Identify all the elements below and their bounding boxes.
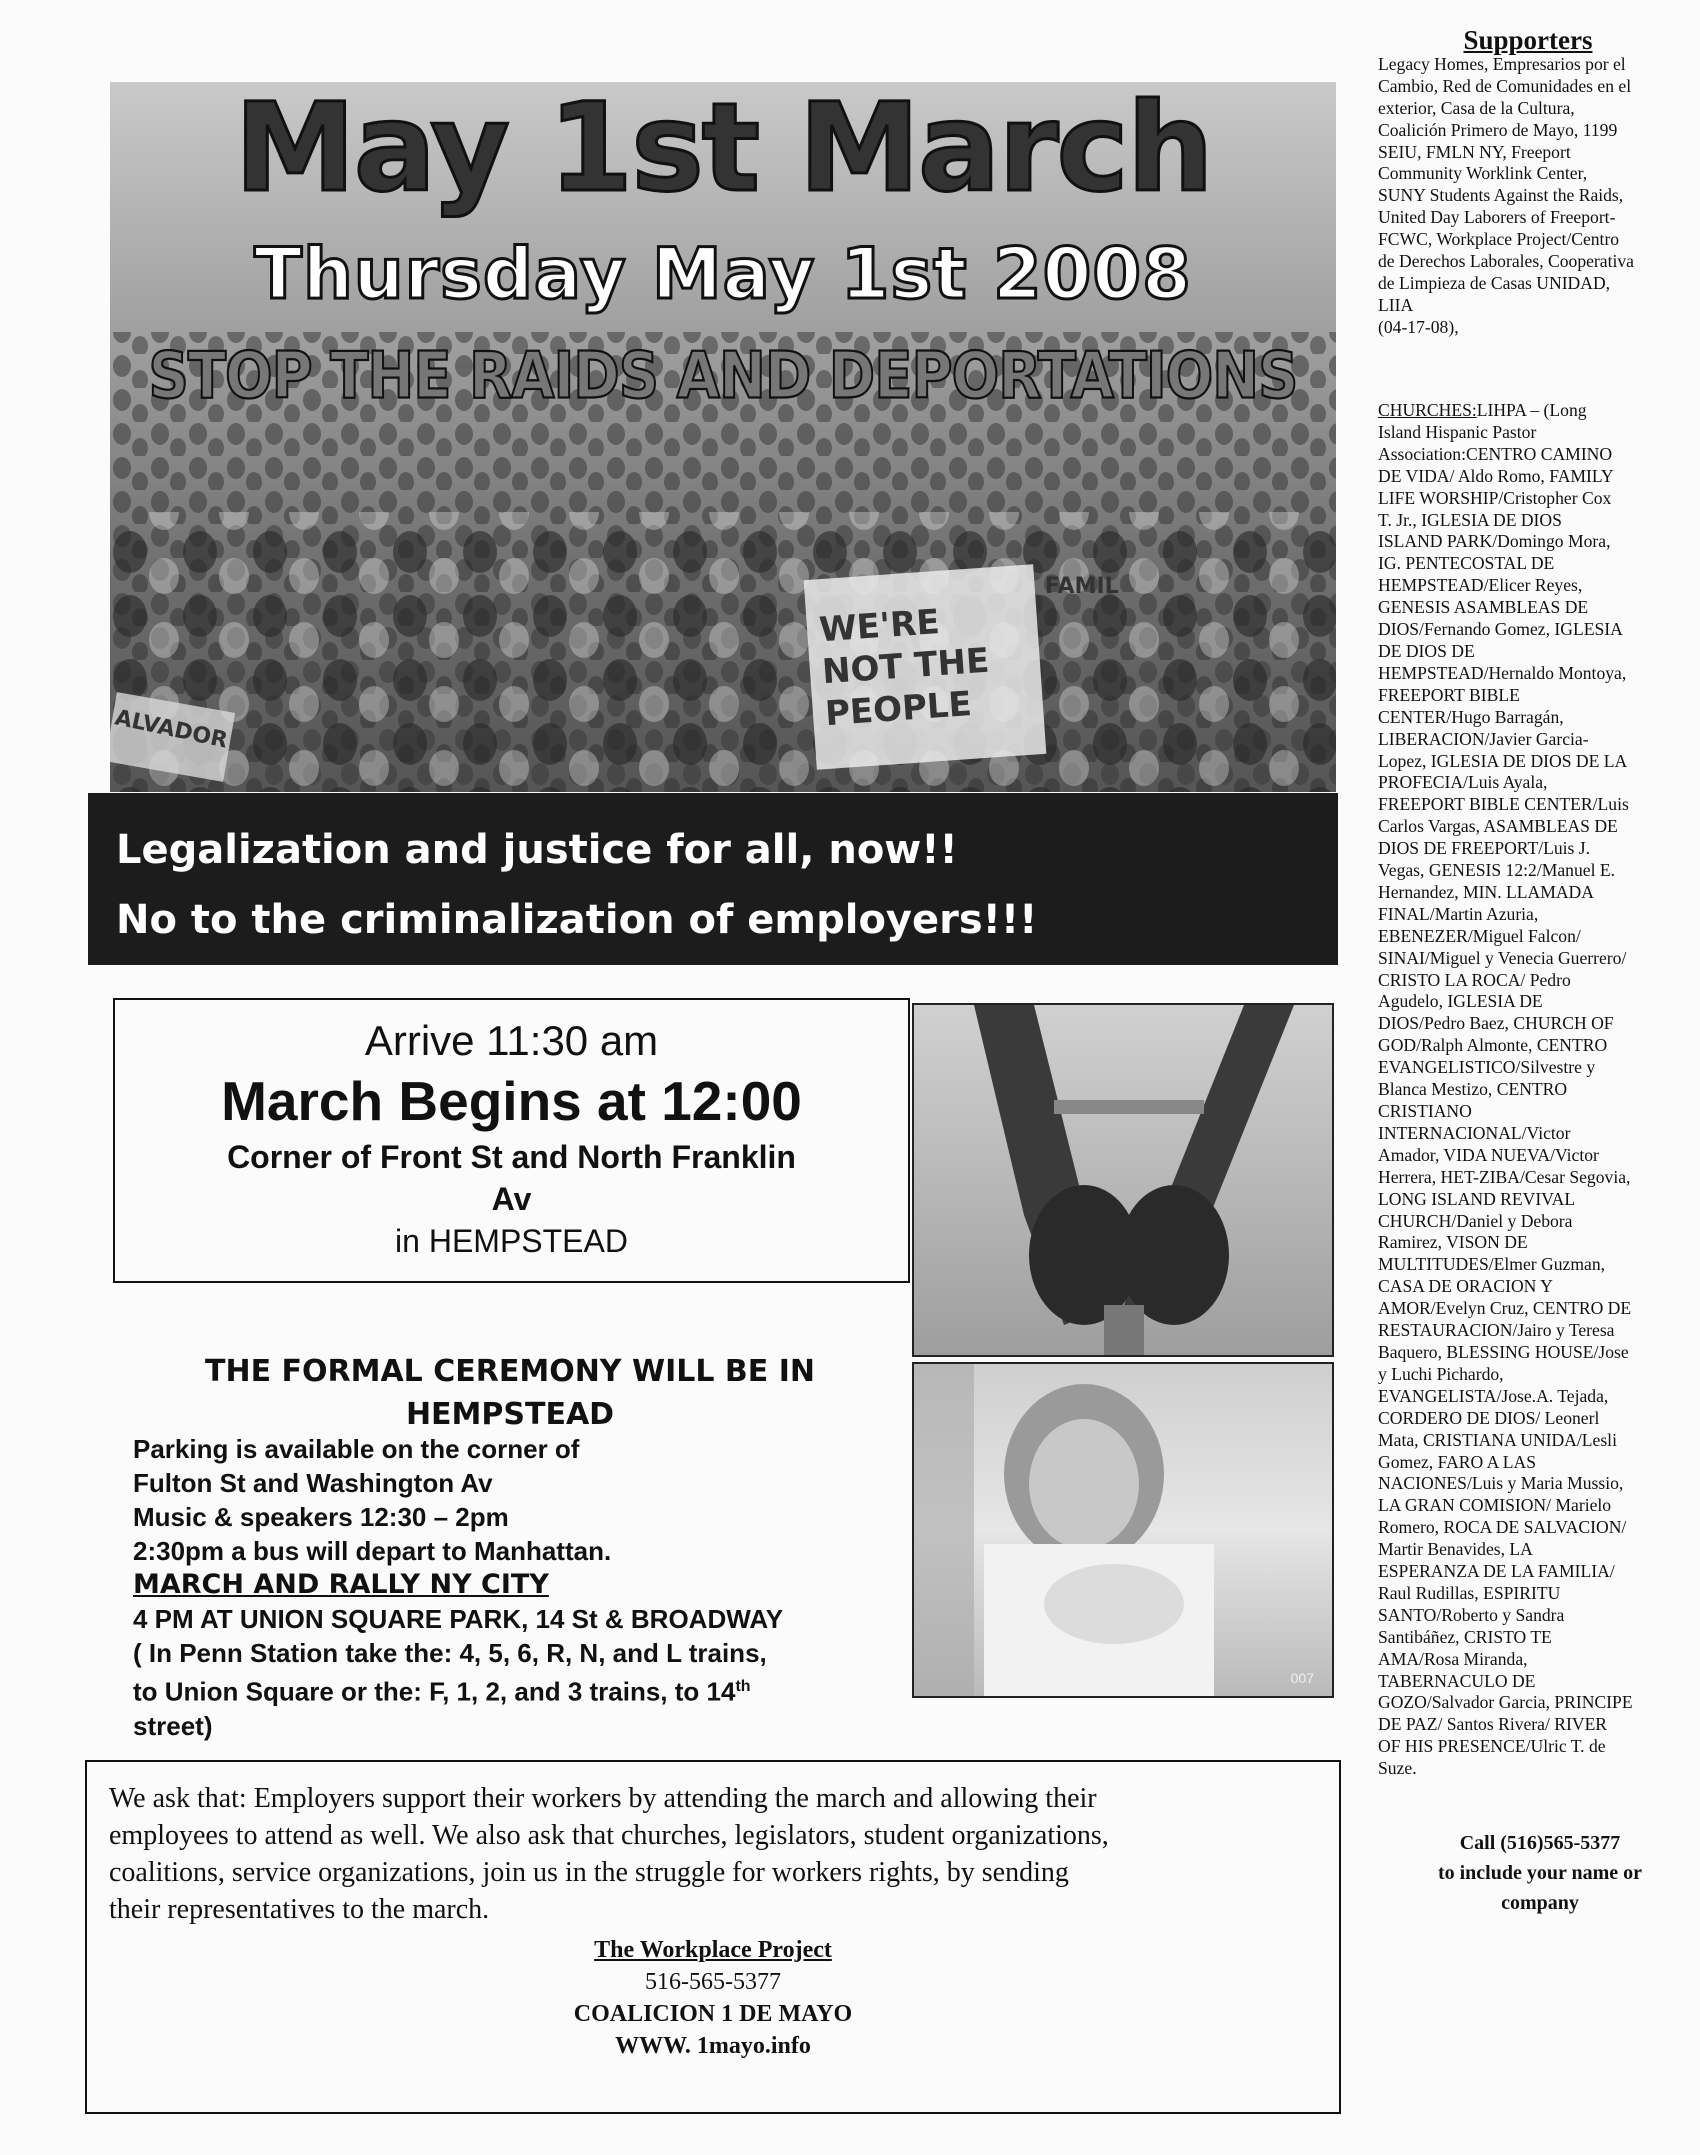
march-town: in HEMPSTEAD (395, 1223, 628, 1259)
nyc-line: 4 PM AT UNION SQUARE PARK, 14 St & BROADWAY (133, 1604, 784, 1634)
supporter-line: Cambio, Red de Comunidades en el (1378, 75, 1632, 96)
church-line: Blanca Mestizo, CENTRO (1378, 1079, 1568, 1100)
supporters-title: Supporters (1463, 25, 1593, 55)
appeal-line: We ask that: Employers support their workers by attending the march and allowing their (109, 1783, 1097, 1814)
demand-line-2: No to the criminalization of employers!!! (116, 897, 1038, 943)
call-to-join (1390, 1828, 1690, 1918)
church-line: Martir Benavides, LA (1378, 1539, 1533, 1560)
supporter-line: Legacy Homes, Empresarios por el (1378, 53, 1626, 74)
protest-sign-text-2: FAMIL (1045, 574, 1119, 599)
church-line: GOZO/Salvador Garcia, PRINCIPE (1378, 1692, 1633, 1713)
nyc-line-text: to Union Square or the: F, 1, 2, and 3 trains, to 14 (133, 1676, 736, 1707)
church-line: CORDERO DE DIOS/ Leonerl (1378, 1407, 1600, 1428)
church-line: Association:CENTRO CAMINO (1378, 443, 1613, 464)
church-line: DE PAZ/ Santos Rivera/ RIVER (1378, 1714, 1608, 1735)
church-line: Agudelo, IGLESIA DE (1378, 991, 1543, 1012)
church-line: AMA/Rosa Miranda, (1378, 1648, 1528, 1669)
protest-sign-text: WE'RE NOT THE PEOPLE (817, 602, 991, 735)
flyer-title: May 1st March (234, 82, 1212, 219)
ceremony-title-1: THE FORMAL CEREMONY WILL BE IN (205, 1354, 815, 1389)
supporter-line: SEIU, FMLN NY, Freeport (1378, 141, 1571, 162)
detail-line: Fulton St and Washington Av (133, 1468, 493, 1498)
church-line: Vegas, GENESIS 12:2/Manuel E. (1378, 860, 1615, 881)
church-line: DE VIDA/ Aldo Romo, FAMILY (1378, 465, 1614, 486)
church-line: CRISTIANO (1378, 1101, 1472, 1121)
church-line: CENTER/Hugo Barragán, (1378, 706, 1564, 727)
march-location-av: Av (491, 1181, 532, 1217)
church-line: DIOS/Fernando Gomez, IGLESIA (1378, 619, 1623, 640)
church-line: Mata, CRISTIANA UNIDA/Lesli (1378, 1429, 1617, 1450)
church-line: EVANGELISTICO/Silvestre y (1378, 1057, 1596, 1078)
detail-line: 2:30pm a bus will depart to Manhattan. (133, 1536, 612, 1566)
church-line: HEMPSTEAD/Elicer Reyes, (1378, 575, 1583, 596)
church-line: OF HIS PRESENCE/Ulric T. de (1378, 1736, 1606, 1757)
church-line: LONG ISLAND REVIVAL (1378, 1188, 1576, 1209)
nyc-line-sup: th (735, 1678, 751, 1695)
photo-timestamp: 007 (1290, 1670, 1314, 1686)
church-line: MULTITUDES/Elmer Guzman, (1378, 1254, 1606, 1275)
church-line: FINAL/Martin Azuria, (1378, 903, 1539, 924)
supporter-line: de Derechos Laborales, Cooperativa (1378, 251, 1634, 272)
church-line: CRISTO LA ROCA/ Pedro (1378, 969, 1571, 990)
supporter-line: FCWC, Workplace Project/Centro (1378, 229, 1620, 250)
hero-photo (110, 82, 1336, 792)
supporter-line: LIIA (1378, 294, 1414, 315)
church-line: Amador, VIDA NUEVA/Victor (1378, 1144, 1599, 1165)
church-line: Santibáñez, CRISTO TE (1378, 1626, 1552, 1647)
churches-first-text: LIHPA – (Long (1476, 400, 1587, 420)
supporter-line: exterior, Casa de la Cultura, (1378, 97, 1575, 118)
appeal-line: employees to attend as well. We also ask that churches, legislators, student organizations, (109, 1820, 1109, 1851)
supporter-line: SUNY Students Against the Raids, (1378, 185, 1624, 206)
church-line: DIOS DE FREEPORT/Luis J. (1378, 838, 1591, 859)
church-line: ISLAND PARK/Domingo Mora, (1378, 531, 1611, 552)
church-line: HEMPSTEAD/Hernaldo Montoya, (1378, 662, 1627, 683)
church-line: DIOS/Pedro Baez, CHURCH OF (1378, 1013, 1614, 1034)
handcuffed-hands-photo (912, 1003, 1334, 1357)
supporter-line: (04-17-08), (1378, 316, 1459, 337)
handcuffs-image (914, 1005, 1332, 1355)
coalition-name: COALICION 1 DE MAYO (573, 2001, 853, 2027)
supporter-line: United Day Laborers of Freeport- (1378, 207, 1616, 228)
church-line: INTERNACIONAL/Victor (1378, 1122, 1571, 1143)
ceremony-title-2: HEMPSTEAD (405, 1397, 615, 1432)
church-line: IG. PENTECOSTAL DE (1378, 553, 1555, 574)
church-lines (1378, 422, 1678, 1780)
church-line: Romero, ROCA DE SALVACION/ (1378, 1517, 1627, 1538)
church-line: ESPERANZA DE LA FAMILIA/ (1378, 1561, 1615, 1582)
church-line: EVANGELISTA/Jose.A. Tejada, (1378, 1385, 1609, 1406)
church-line: y Luchi Pichardo, (1378, 1363, 1504, 1384)
church-line: Ramirez, VISON DE (1378, 1232, 1528, 1253)
supporter-line: de Limpieza de Casas UNIDAD, (1378, 272, 1611, 293)
church-line: Lopez, IGLESIA DE DIOS DE LA (1378, 750, 1628, 771)
supporter-line: Coalición Primero de Mayo, 1199 (1378, 119, 1618, 140)
church-line: CASA DE ORACION Y (1378, 1276, 1553, 1297)
church-line: Hernandez, MIN. LLAMADA (1378, 881, 1594, 902)
slogan: STOP THE RAIDS AND DEPORTATIONS (148, 339, 1298, 414)
organizer-name: The Workplace Project (594, 1937, 832, 1963)
church-line: FREEPORT BIBLE (1378, 684, 1520, 705)
nyc-heading: MARCH AND RALLY NY CITY (133, 1569, 549, 1600)
march-date: Thursday May 1st 2008 (254, 233, 1192, 315)
event-details (133, 1432, 903, 1743)
detail-line: Parking is available on the corner of (133, 1434, 580, 1464)
march-location: Corner of Front St and North Franklin (227, 1139, 796, 1175)
church-line: PROFECIA/Luis Ayala, (1378, 772, 1548, 793)
demands-banner (88, 793, 1338, 965)
appeal-box (85, 1760, 1341, 2114)
church-line: EBENEZER/Miguel Falcon/ (1378, 925, 1581, 946)
nyc-line: ( In Penn Station take the: 4, 5, 6, R, N, and L trains, (133, 1638, 767, 1668)
church-line: Carlos Vargas, ASAMBLEAS DE (1378, 816, 1618, 837)
schedule-box (113, 998, 910, 1283)
nyc-line: street) (133, 1710, 213, 1741)
church-line: Baquero, BLESSING HOUSE/Jose (1378, 1341, 1629, 1362)
church-line: LIFE WORSHIP/Cristopher Cox (1378, 487, 1612, 508)
church-line: NACIONES/Luis y Maria Mussio, (1378, 1473, 1624, 1494)
demand-line-1: Legalization and justice for all, now!! (116, 827, 958, 873)
ceremony-heading (120, 1350, 900, 1436)
supporters-list (1378, 25, 1678, 339)
nyc-line (133, 1670, 903, 1709)
churches-list (1378, 400, 1678, 1780)
appeal-paragraph (109, 1780, 1315, 1928)
church-line: LIBERACION/Javier Garcia- (1378, 728, 1589, 749)
church-line: TABERNACULO DE (1378, 1670, 1536, 1691)
church-line: AMOR/Evelyn Cruz, CENTRO DE (1378, 1298, 1632, 1319)
church-line: Island Hispanic Pastor (1378, 421, 1537, 442)
church-line: SANTO/Roberto y Sandra (1378, 1604, 1565, 1625)
church-line: GOD/Ralph Almonte, CENTRO (1378, 1035, 1608, 1056)
church-line: CHURCH/Daniel y Debora (1378, 1210, 1573, 1231)
church-line: SINAI/Miguel y Venecia Guerrero/ (1378, 947, 1627, 968)
child-image (914, 1364, 1332, 1696)
website: WWW. 1mayo.info (615, 2033, 811, 2059)
child-photo (912, 1362, 1334, 1698)
call-line-2: to include your name or (1437, 1862, 1643, 1884)
appeal-line: their representatives to the march. (109, 1894, 490, 1925)
church-line: Raul Rudillas, ESPIRITU (1378, 1582, 1561, 1603)
church-line: Herrera, HET-ZIBA/Cesar Segovia, (1378, 1166, 1631, 1187)
banner-text: ALVADOR (112, 705, 230, 754)
church-line: Suze. (1378, 1758, 1417, 1779)
organizer-phone: 516-565-5377 (645, 1969, 781, 1995)
supporter-line: Community Worklink Center, (1378, 163, 1588, 184)
church-line: GENESIS ASAMBLEAS DE (1378, 597, 1589, 618)
church-line: RESTAURACION/Jairo y Teresa (1378, 1320, 1615, 1341)
churches-first-line (1378, 400, 1678, 422)
call-line-3: company (1501, 1892, 1579, 1914)
appeal-line: coalitions, service organizations, join us in the struggle for workers rights, by sending (109, 1857, 1069, 1888)
detail-line: Music & speakers 12:30 – 2pm (133, 1502, 509, 1532)
church-line: Gomez, FARO A LAS (1378, 1451, 1537, 1472)
churches-label: CHURCHES: (1378, 400, 1477, 420)
arrive-time: Arrive 11:30 am (364, 1017, 659, 1064)
church-line: T. Jr., IGLESIA DE DIOS (1378, 509, 1562, 530)
church-line: LA GRAN COMISION/ Marielo (1378, 1495, 1612, 1516)
march-start-time: March Begins at 12:00 (221, 1070, 802, 1132)
call-phone: Call (516)565-5377 (1459, 1832, 1621, 1854)
church-line: FREEPORT BIBLE CENTER/Luis (1378, 794, 1629, 815)
church-line: DE DIOS DE (1378, 640, 1475, 661)
